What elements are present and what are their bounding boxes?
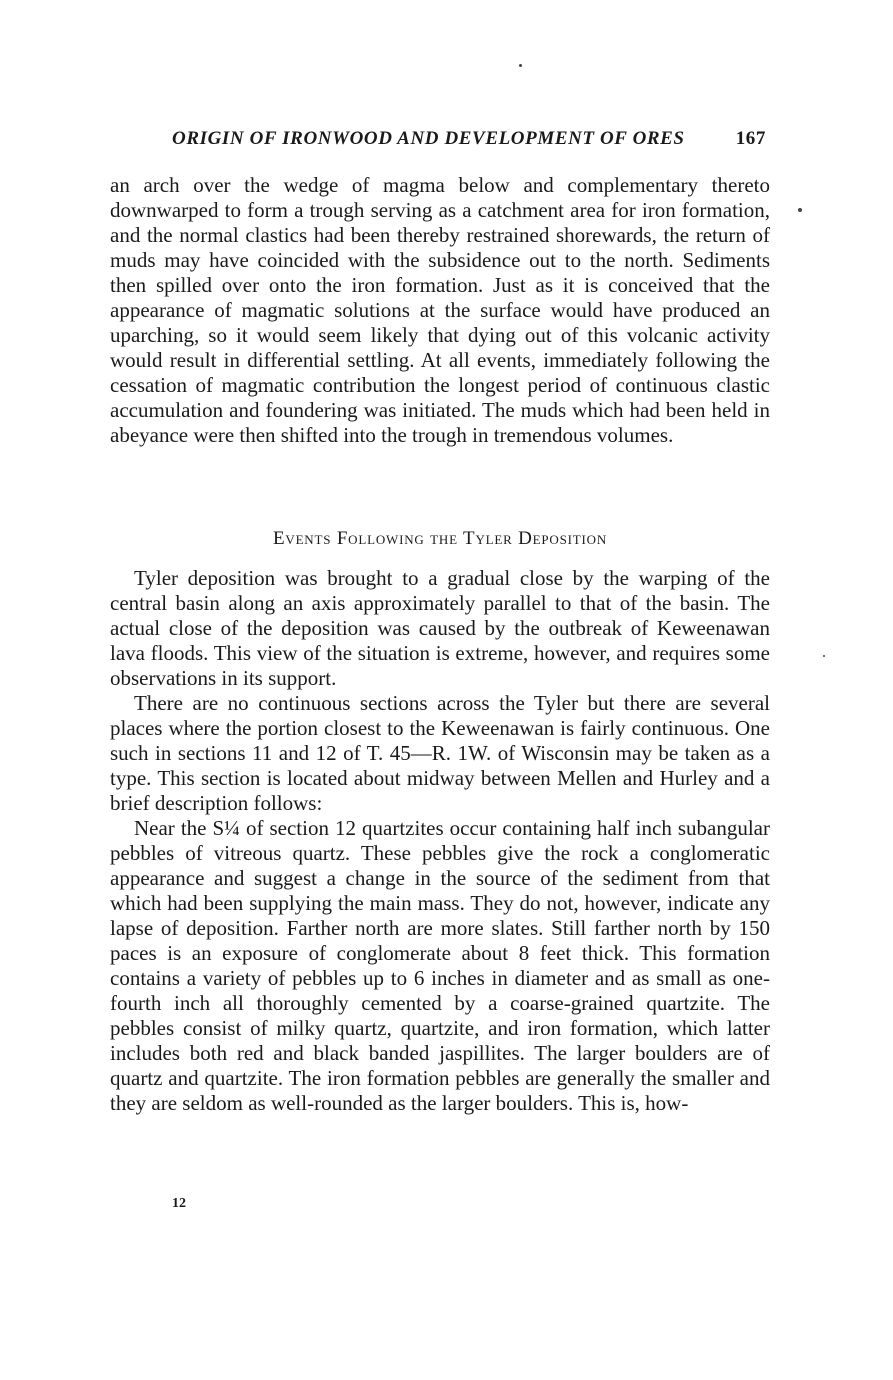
paragraph: Tyler deposition was brought to a gradual close by the warping of the central basin along an axis approximately parallel to that of the basin. The actual close of the deposition was caused by the outbreak of Keweenawan lava floods. This view of the situation is extreme, however, and requires some observations in its support. (110, 566, 770, 690)
paragraph: Near the S¼ of section 12 quartzites occur containing half inch subangular pebbles of vitreous quartz. These pebbles give the rock a conglomeratic appearance and suggest a change in the source of the sediment from that which had been supplying the main mass. They do not, however, indicate any lapse of deposition. Farther north are more slates. Still farther north by 150 paces is an exposure of conglomerate about 8 feet thick. This formation contains a variety of pebbles up to 6 inches in diameter and as small as one-fourth inch all thoroughly cemented by a coarse-grained quartzite. The pebbles consist of milky quartz, quartzite, and iron formation, which latter includes both red and black banded jaspillites. The larger boulders are of quartz and quartzite. The iron formation pebbles are generally the smaller and they are seldom as well-rounded as the larger boulders. This is, how- (110, 816, 770, 1115)
ink-speck (823, 655, 825, 657)
paragraph: There are no continuous sections across the Tyler but there are several places where the portion closest to the Keweenawan is fairly continuous. One such in sections 11 and 12 of T. 45—R. 1W. of Wisconsin may be taken as a type. This section is located about midway between Mellen and Hurley and a brief description follows: (110, 691, 770, 815)
text-block-continued (110, 173, 770, 448)
page-number: 167 (735, 128, 766, 149)
section-heading: Events Following the Tyler Deposition (272, 528, 608, 549)
running-head (172, 128, 772, 154)
signature-mark: 12 (172, 1196, 186, 1211)
ink-speck (798, 208, 802, 212)
text-block-section (110, 566, 770, 1116)
paragraph-continued: an arch over the wedge of magma below and complementary thereto downwarped to form a trough serving as a catchment area for iron formation, and the normal clastics had been thereby restrained shorewards, the return of muds may have coincided with the subsidence out to the north. Sediments then spilled over onto the iron formation. Just as it is conceived that the appearance of magmatic solutions at the surface would have produced an uparching, so it would seem likely that dying out of this volcanic activity would result in differential settling. At all events, immediately following the cessation of magmatic contribution the longest period of continuous clastic accumulation and foundering was initiated. The muds which had been held in abeyance were then shifted into the trough in tremendous volumes. (110, 173, 770, 447)
running-head-title: ORIGIN OF IRONWOOD AND DEVELOPMENT OF ORES (172, 128, 685, 149)
ink-speck (519, 64, 522, 67)
